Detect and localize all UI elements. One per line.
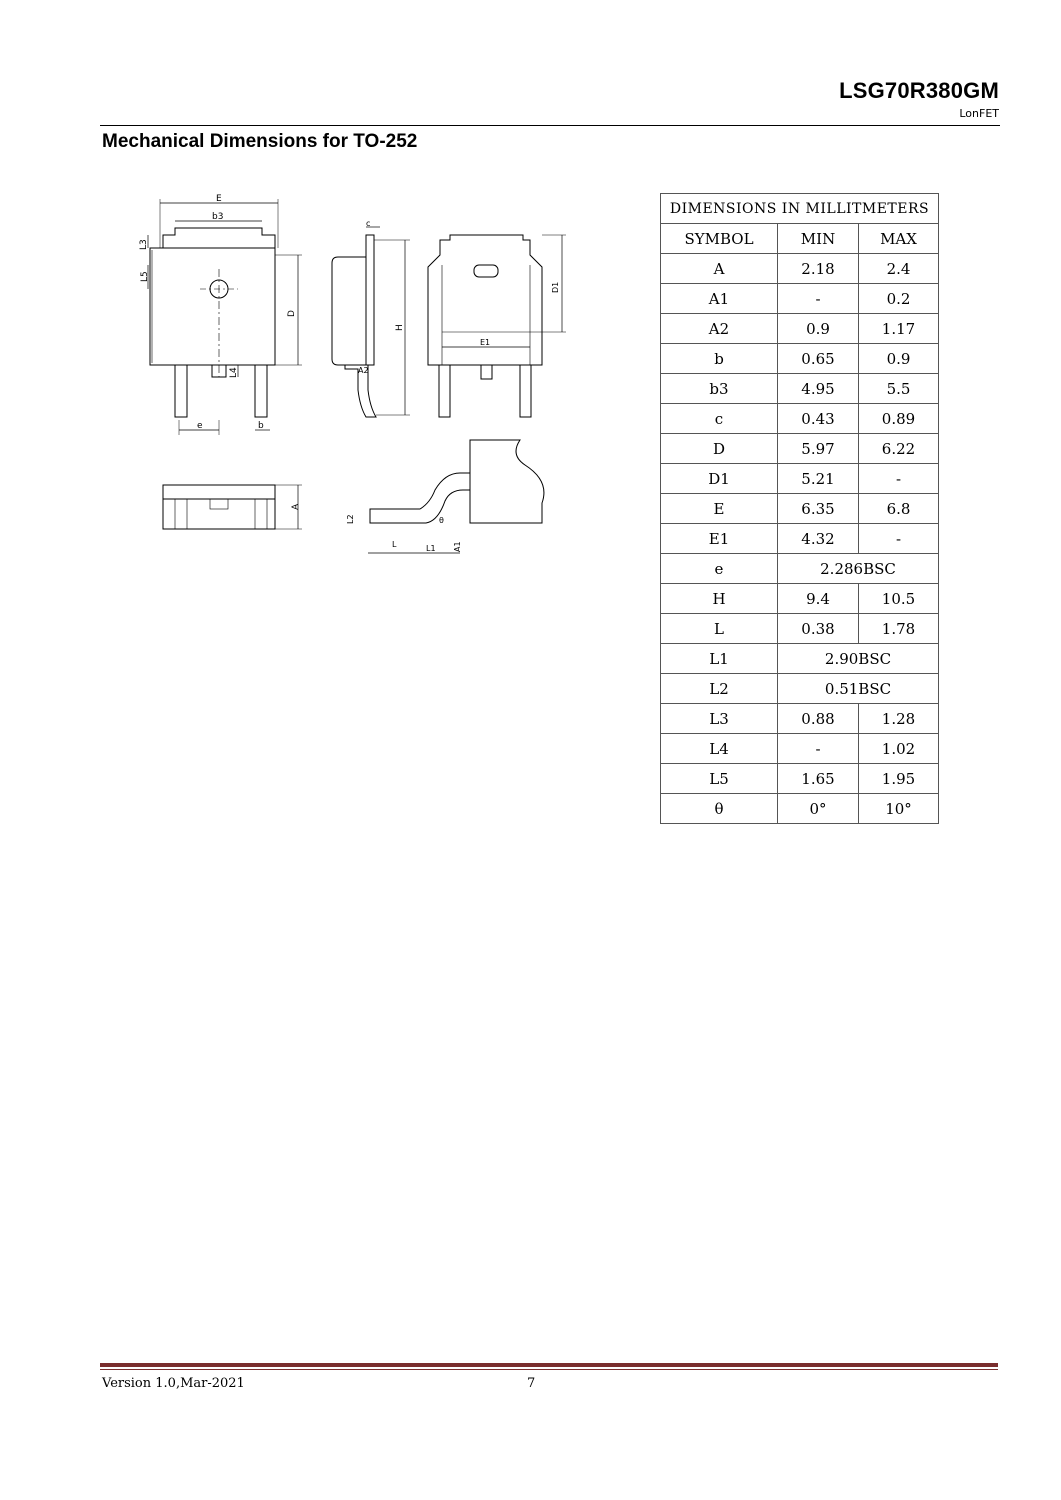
label-A2: A2 (358, 366, 369, 375)
cell-min: 5.21 (778, 464, 859, 494)
cell-symbol: e (661, 554, 778, 584)
cell-symbol: A (661, 254, 778, 284)
cell-max: 0.2 (859, 284, 939, 314)
footer-divider (100, 1363, 998, 1367)
cell-max: - (859, 524, 939, 554)
table-row (661, 584, 939, 614)
table-row (661, 674, 939, 704)
cell-max: 1.78 (859, 614, 939, 644)
cell-value: 2.286BSC (778, 554, 939, 584)
cell-max: 5.5 (859, 374, 939, 404)
cell-min: 9.4 (778, 584, 859, 614)
table-row (661, 554, 939, 584)
label-e: e (197, 421, 203, 431)
table-row (661, 614, 939, 644)
cell-min: - (778, 284, 859, 314)
cell-symbol: L (661, 614, 778, 644)
table-row (661, 704, 939, 734)
page-number: 7 (527, 1376, 536, 1391)
cell-symbol: E (661, 494, 778, 524)
cell-symbol: L4 (661, 734, 778, 764)
header-min: MIN (778, 224, 859, 254)
cell-min: 1.65 (778, 764, 859, 794)
lead-detail-view (346, 440, 544, 553)
table-row (661, 374, 939, 404)
dimensions-table (660, 193, 939, 824)
cell-min: 6.35 (778, 494, 859, 524)
table-caption-row (661, 194, 939, 224)
label-E1: E1 (480, 338, 491, 347)
table-header-row (661, 224, 939, 254)
table-row (661, 284, 939, 314)
cell-min: 0.88 (778, 704, 859, 734)
cell-symbol: θ (661, 794, 778, 824)
label-D: D (287, 310, 297, 317)
header-divider (100, 125, 1000, 126)
table-row (661, 344, 939, 374)
cell-min: - (778, 734, 859, 764)
cell-max: 0.89 (859, 404, 939, 434)
label-L2: L2 (346, 514, 355, 524)
cell-symbol: b3 (661, 374, 778, 404)
cell-max: 2.4 (859, 254, 939, 284)
cell-max: 0.9 (859, 344, 939, 374)
table-row (661, 434, 939, 464)
package-drawing (130, 185, 570, 585)
label-A1: A1 (453, 541, 462, 552)
header-symbol: SYMBOL (661, 224, 778, 254)
label-L1: L1 (426, 544, 436, 553)
cell-symbol: A2 (661, 314, 778, 344)
cell-max: 1.95 (859, 764, 939, 794)
cell-min: 0.9 (778, 314, 859, 344)
cell-max: 10.5 (859, 584, 939, 614)
cell-symbol: H (661, 584, 778, 614)
label-b: b (258, 421, 264, 431)
table-row (661, 464, 939, 494)
cell-max: 1.28 (859, 704, 939, 734)
footer-divider-thin (100, 1369, 998, 1370)
cell-symbol: L1 (661, 644, 778, 674)
table-caption: DIMENSIONS IN MILLITMETERS (661, 194, 939, 224)
cell-min: 2.18 (778, 254, 859, 284)
header-max: MAX (859, 224, 939, 254)
cell-max: 1.17 (859, 314, 939, 344)
label-L: L (392, 540, 397, 549)
cell-min: 0° (778, 794, 859, 824)
label-E: E (216, 194, 222, 204)
cell-symbol: L3 (661, 704, 778, 734)
bottom-view (163, 485, 302, 529)
cell-symbol: D1 (661, 464, 778, 494)
brand-name: LonFET (959, 107, 999, 120)
cell-min: 4.95 (778, 374, 859, 404)
table-row (661, 644, 939, 674)
cell-value: 0.51BSC (778, 674, 939, 704)
label-D1: D1 (551, 281, 560, 293)
footer-version: Version 1.0,Mar-2021 (102, 1376, 245, 1391)
label-A: A (291, 503, 301, 510)
cell-value: 2.90BSC (778, 644, 939, 674)
part-number: LSG70R380GM (839, 78, 999, 103)
cell-min: 0.43 (778, 404, 859, 434)
table-row (661, 524, 939, 554)
label-L5: L5 (140, 271, 150, 282)
cell-symbol: b (661, 344, 778, 374)
cell-min: 4.32 (778, 524, 859, 554)
cell-min: 0.38 (778, 614, 859, 644)
side-view (332, 219, 410, 417)
cell-symbol: c (661, 404, 778, 434)
cell-max: - (859, 464, 939, 494)
section-title: Mechanical Dimensions for TO-252 (102, 131, 418, 152)
cell-max: 1.02 (859, 734, 939, 764)
table-row (661, 404, 939, 434)
front-view (139, 194, 302, 435)
label-L3: L3 (139, 239, 149, 250)
cell-min: 0.65 (778, 344, 859, 374)
table-row (661, 794, 939, 824)
cell-max: 10° (859, 794, 939, 824)
cell-symbol: L2 (661, 674, 778, 704)
label-L4: L4 (229, 367, 239, 378)
table-row (661, 734, 939, 764)
table-row (661, 254, 939, 284)
cell-min: 5.97 (778, 434, 859, 464)
table-row (661, 764, 939, 794)
table-row (661, 494, 939, 524)
rear-view (428, 235, 566, 417)
cell-symbol: D (661, 434, 778, 464)
cell-symbol: E1 (661, 524, 778, 554)
label-theta: θ (439, 516, 444, 525)
label-H: H (395, 324, 405, 331)
table-row (661, 314, 939, 344)
label-b3: b3 (212, 212, 224, 222)
cell-symbol: A1 (661, 284, 778, 314)
cell-max: 6.8 (859, 494, 939, 524)
cell-max: 6.22 (859, 434, 939, 464)
cell-symbol: L5 (661, 764, 778, 794)
label-c: c (366, 219, 371, 228)
